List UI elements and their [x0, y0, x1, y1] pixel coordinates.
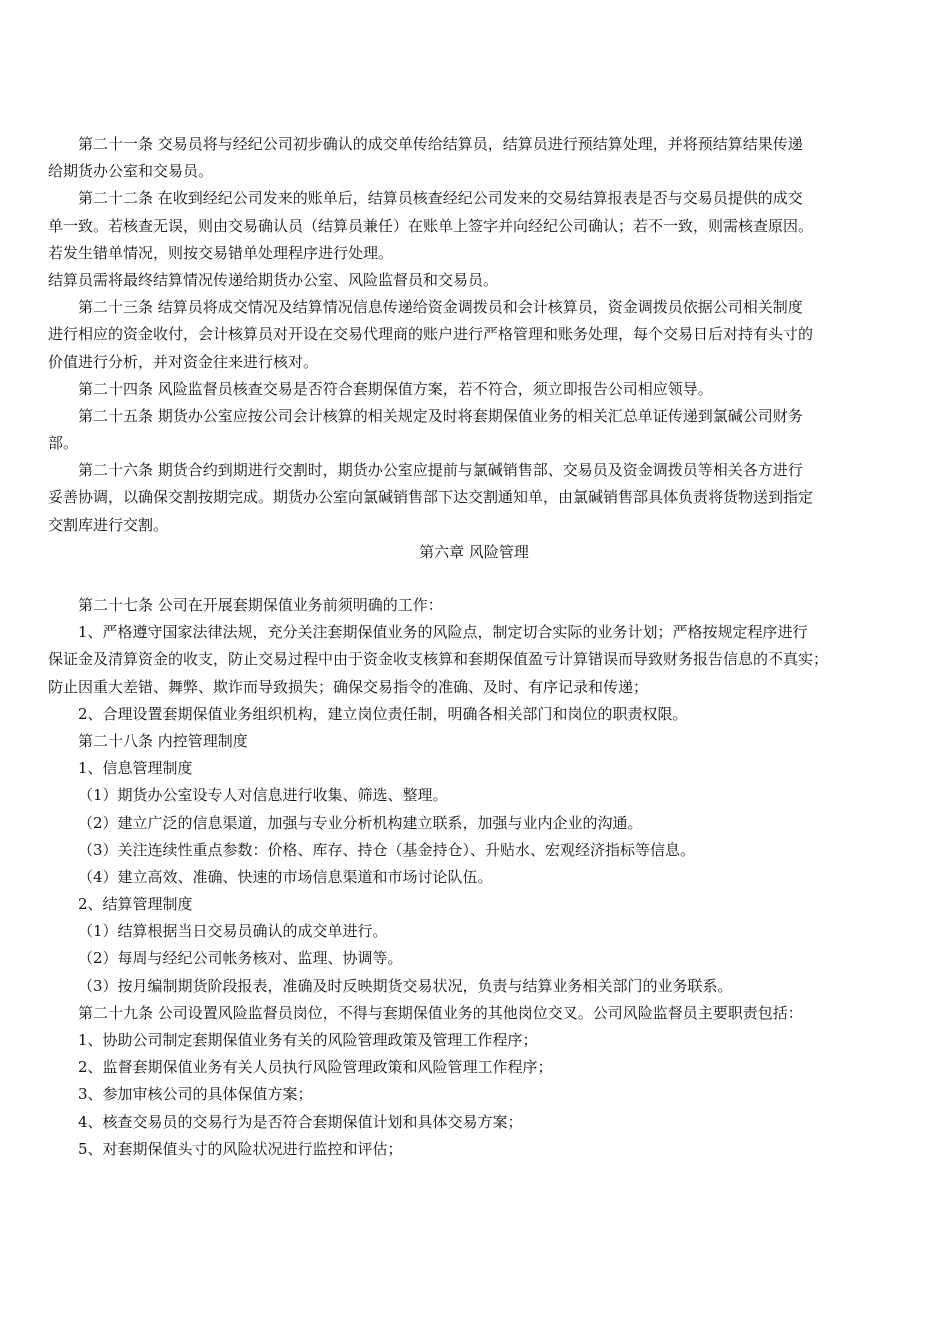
list-item: 4、核查交易员的交易行为是否符合套期保值计划和具体交易方案；	[78, 1112, 523, 1131]
paragraph-line: 第二十三条 结算员将成交情况及结算情况信息传递给资金调拨员和会计核算员，资金调拨员依据公司相关制度	[78, 298, 803, 317]
list-item: 2、监督套期保值业务有关人员执行风险管理政策和风险管理工作程序；	[78, 1058, 553, 1077]
paragraph-line: 第二十一条 交易员将与经纪公司初步确认的成交单传给结算员，结算员进行预结算处理，并将预结算结果传递	[78, 135, 803, 153]
paragraph-line: 进行相应的资金收付，会计核算员对开设在交易代理商的账户进行严格管理和账务处理，每个交易日后对持有头寸的	[48, 325, 814, 344]
list-item: （3）关注连续性重点参数：价格、库存、持仓（基金持仓）、升贴水、宏观经济指标等信息。	[78, 840, 696, 859]
paragraph-line: 1、严格遵守国家法律法规，充分关注套期保值业务的风险点，制定切合实际的业务计划；严格按规定程序进行	[78, 623, 808, 642]
article-23	[48, 294, 900, 376]
paragraph-line: 妥善协调，以确保交割按期完成。期货办公室向氯碱销售部下达交割通知单，由氯碱销售部具体负责将货物送到指定	[48, 488, 814, 507]
spacer	[48, 566, 900, 592]
list-item: 1、协助公司制定套期保值业务有关的风险管理政策及管理工作程序；	[78, 1031, 538, 1049]
article-27-item-2: 2、合理设置套期保值业务组织机构，建立岗位责任制，明确各相关部门和岗位的职责权限。	[78, 704, 688, 723]
paragraph-line: 第二十二条 在收到经纪公司发来的账单后，结算员核查经纪公司发来的交易结算报表是否与交易员提供的成交	[78, 189, 803, 208]
list-item: 5、对套期保值头寸的风险状况进行监控和评估；	[78, 1139, 403, 1158]
paragraph-line: 单一致。若核查无误，则由交易确认员（结算员兼任）在账单上签字并向经纪公司确认；若不一致，则需核查原因。	[48, 216, 814, 235]
article-25	[48, 403, 900, 457]
article-22	[48, 185, 900, 294]
paragraph-line: 结算员需将最终结算情况传递给期货办公室、风险监督员和交易员。	[48, 270, 499, 289]
list-item: （2）每周与经纪公司帐务核对、监理、协调等。	[78, 949, 403, 968]
article-26	[48, 457, 900, 539]
settlement-management-title: 2、结算管理制度	[78, 895, 193, 914]
list-item: （4）建立高效、准确、快速的市场信息渠道和市场讨论队伍。	[78, 867, 493, 886]
paragraph-line: 第二十五条 期货办公室应按公司会计核算的相关规定及时将套期保值业务的相关汇总单证传递到氯碱公司财务	[78, 406, 803, 425]
paragraph-line: 保证金及清算资金的收支，防止交易过程中由于资金收支核算和套期保值盈亏计算错误而导致财务报告信息的不真实；	[48, 650, 829, 669]
list-item: （3）按月编制期货阶段报表，准确及时反映期货交易状况，负责与结算业务相关部门的业务联系。	[78, 976, 733, 995]
paragraph-line: 若发生错单情况，则按交易错单处理程序进行处理。	[48, 243, 394, 262]
paragraph-line: 第二十六条 期货合约到期进行交割时，期货办公室应提前与氯碱销售部、交易员及资金调拨员等相关各方进行	[78, 461, 803, 480]
info-management-title: 1、信息管理制度	[78, 759, 193, 778]
document-page	[48, 131, 900, 1163]
list-item: （1）结算根据当日交易员确认的成交单进行。	[78, 922, 388, 941]
article-27: 第二十七条 公司在开展套期保值业务前须明确的工作：	[78, 596, 443, 614]
paragraph-line: 价值进行分析，并对资金往来进行核对。	[48, 352, 319, 371]
paragraph-line: 交割库进行交割。	[48, 515, 169, 534]
chapter-title: 第六章 风险管理	[419, 542, 529, 561]
article-29: 第二十九条 公司设置风险监督员岗位，不得与套期保值业务的其他岗位交叉。公司风险监督员主要职责包括：	[78, 1003, 803, 1022]
list-item: 3、参加审核公司的具体保值方案；	[78, 1085, 313, 1104]
paragraph-line: 防止因重大差错、舞弊、欺诈而导致损失；确保交易指令的准确、及时、有序记录和传递；	[48, 677, 649, 696]
article-28: 第二十八条 内控管理制度	[78, 731, 248, 750]
paragraph-line: 给期货办公室和交易员。	[48, 162, 214, 181]
list-item: （2）建立广泛的信息渠道，加强与专业分析机构建立联系，加强与业内企业的沟通。	[78, 813, 643, 832]
article-27-item-1	[48, 619, 900, 701]
article-24: 第二十四条 风险监督员核查交易是否符合套期保值方案，若不符合，须立即报告公司相应领导。	[78, 379, 713, 398]
article-21	[48, 131, 900, 185]
list-item: （1）期货办公室设专人对信息进行收集、筛选、整理。	[78, 786, 448, 805]
paragraph-line: 部。	[48, 434, 79, 453]
